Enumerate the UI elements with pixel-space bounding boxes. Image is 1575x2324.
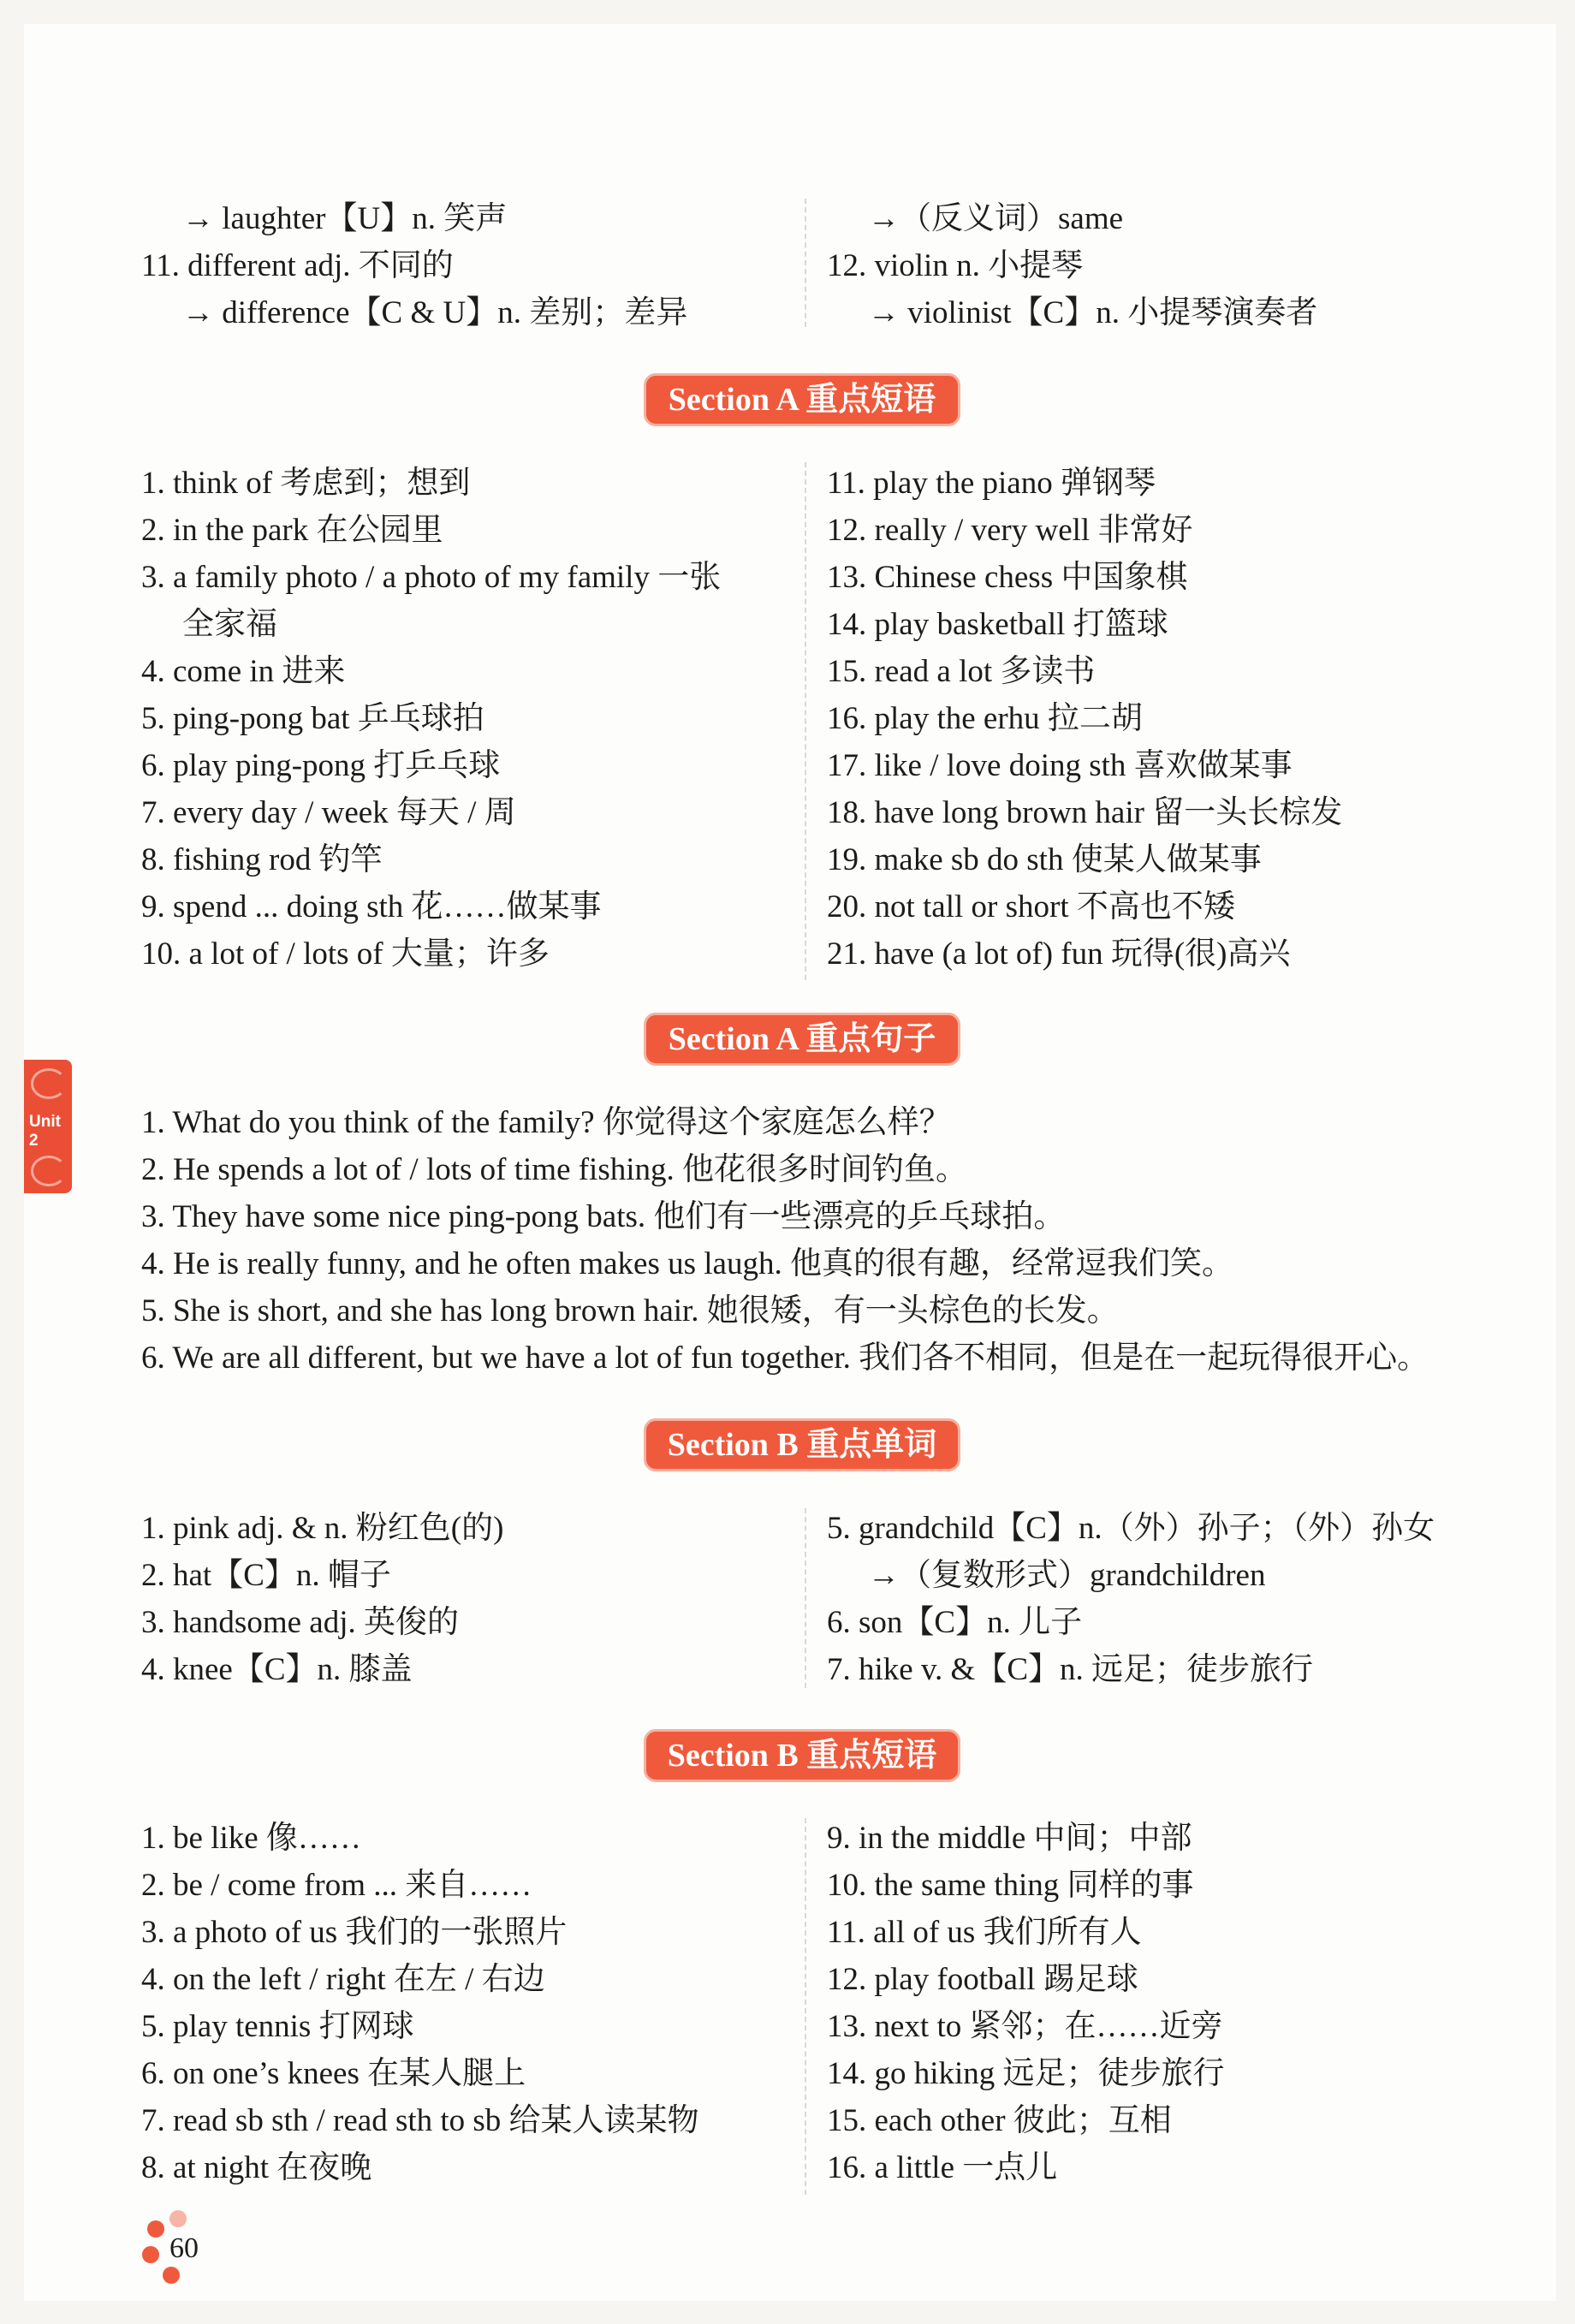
- swirl-icon: [31, 1156, 67, 1186]
- column-divider: [805, 1508, 806, 1688]
- word-item: 2. hat【C】n. 帽子: [141, 1558, 391, 1593]
- phrase-item: 11. play the piano 弹钢琴: [827, 466, 1156, 501]
- vocab-line: → difference【C & U】n. 差别；差异: [182, 295, 688, 330]
- phrase-item: 21. have (a lot of) fun 玩得(很)高兴: [827, 936, 1291, 972]
- section-banner: Section B 重点单词: [644, 1418, 960, 1471]
- vocab-line: →（反义词）same: [868, 201, 1124, 236]
- phrase-item: 20. not tall or short 不高也不矮: [827, 889, 1235, 924]
- section-banner: Section B 重点短语: [644, 1729, 960, 1782]
- column-divider: [805, 462, 806, 980]
- phrase-item: 4. on the left / right 在左 / 右边: [141, 1962, 545, 1997]
- phrase-item: 2. in the park 在公园里: [141, 513, 443, 548]
- phrase-item: 14. play basketball 打篮球: [827, 607, 1168, 642]
- vocab-line: 12. violin n. 小提琴: [827, 248, 1084, 283]
- phrase-item: 5. play tennis 打网球: [141, 2009, 414, 2044]
- sentence-item: 1. What do you think of the family? 你觉得这个家庭怎么样？: [141, 1105, 951, 1140]
- phrase-item: 9. in the middle 中间；中部: [827, 1821, 1192, 1856]
- sentence-item: 4. He is really funny, and he often makes us laugh. 他真的很有趣，经常逗我们笑。: [141, 1246, 1233, 1281]
- vocab-line: → violinist【C】n. 小提琴演奏者: [868, 295, 1318, 330]
- page-number: 60: [169, 2232, 199, 2264]
- phrase-item-continuation: 全家福: [182, 607, 277, 642]
- phrase-item: 16. play the erhu 拉二胡: [827, 701, 1143, 736]
- phrase-item: 10. the same thing 同样的事: [827, 1868, 1194, 1903]
- sa-phrases-right: [827, 460, 1495, 978]
- phrase-item: 17. like / love doing sth 喜欢做某事: [827, 748, 1293, 783]
- section-banner: Section A 重点短语: [644, 373, 960, 426]
- word-item: 6. son【C】n. 儿子: [827, 1605, 1083, 1640]
- phrase-item: 15. each other 彼此；互相: [827, 2103, 1172, 2138]
- phrase-item: 6. play ping-pong 打乒乓球: [141, 748, 501, 783]
- decor-dot-icon: [163, 2267, 180, 2284]
- phrase-item: 16. a little 一点儿: [827, 2150, 1058, 2185]
- phrase-item: 14. go hiking 远足；徒步旅行: [827, 2056, 1225, 2091]
- sentence-item: 5. She is short, and she has long brown hair. 她很矮，有一头棕色的长发。: [141, 1293, 1119, 1328]
- sentence-item: 6. We are all different, but we have a lot of fun together. 我们各不相同，但是在一起玩得很开心。: [141, 1340, 1429, 1376]
- phrase-item: 13. Chinese chess 中国象棋: [827, 560, 1188, 595]
- sa-phrases-left: [141, 460, 809, 978]
- phrase-item: 8. fishing rod 钓竿: [141, 842, 383, 877]
- phrase-item: 3. a photo of us 我们的一张照片: [141, 1915, 568, 1950]
- phrase-item: 11. all of us 我们所有人: [827, 1915, 1142, 1950]
- phrase-item: 1. think of 考虑到；想到: [141, 466, 471, 501]
- sentence-item: 2. He spends a lot of / lots of time fishing. 他花很多时间钓鱼。: [141, 1152, 968, 1187]
- top-right-column: [827, 195, 1495, 336]
- phrase-item: 6. on one’s knees 在某人腿上: [141, 2056, 526, 2091]
- unit-tab: [24, 1060, 72, 1193]
- decor-dot-icon: [147, 2220, 164, 2238]
- unit-tab-label: Unit 2: [29, 1113, 61, 1150]
- phrase-item: 5. ping-pong bat 乒乓球拍: [141, 701, 484, 736]
- swirl-icon: [31, 1068, 67, 1099]
- sb-phrases-left: [141, 1815, 809, 2191]
- vocab-line: 11. different adj. 不同的: [141, 248, 454, 283]
- phrase-item: 12. play football 踢足球: [827, 1962, 1138, 1997]
- column-divider: [805, 1818, 806, 2195]
- top-left-column: [141, 195, 809, 336]
- word-item: 7. hike v. &【C】n. 远足；徒步旅行: [827, 1652, 1314, 1687]
- sb-phrases-right: [827, 1815, 1495, 2191]
- phrase-item: 4. come in 进来: [141, 654, 346, 689]
- decor-dot-icon: [142, 2246, 159, 2263]
- word-item: 1. pink adj. & n. 粉红色(的): [141, 1511, 504, 1546]
- phrase-item: 2. be / come from ... 来自……: [141, 1868, 532, 1903]
- phrase-item: 9. spend ... doing sth 花……做某事: [141, 889, 602, 924]
- sb-words-left: [141, 1505, 809, 1693]
- phrase-item: 7. every day / week 每天 / 周: [141, 795, 516, 830]
- phrase-item: 13. next to 紧邻；在……近旁: [827, 2009, 1223, 2044]
- phrase-item: 12. really / very well 非常好: [827, 513, 1193, 548]
- section-banner: Section A 重点句子: [644, 1013, 960, 1066]
- word-item-continuation: →（复数形式）grandchildren: [868, 1558, 1266, 1593]
- phrase-item: 7. read sb sth / read sth to sb 给某人读某物: [141, 2103, 699, 2138]
- column-divider: [805, 199, 806, 327]
- phrase-item: 18. have long brown hair 留一头长棕发: [827, 795, 1343, 830]
- sentence-item: 3. They have some nice ping-pong bats. 他们有一些漂亮的乒乓球拍。: [141, 1199, 1066, 1234]
- phrase-item: 1. be like 像……: [141, 1821, 361, 1856]
- decor-dot-icon: [169, 2210, 187, 2227]
- word-item: 5. grandchild【C】n.（外）孙子；（外）孙女: [827, 1511, 1435, 1546]
- phrase-item: 8. at night 在夜晚: [141, 2150, 372, 2185]
- phrase-item: 19. make sb do sth 使某人做某事: [827, 842, 1262, 877]
- word-item: 4. knee【C】n. 膝盖: [141, 1652, 413, 1687]
- phrase-item: 15. read a lot 多读书: [827, 654, 1096, 689]
- word-item: 3. handsome adj. 英俊的: [141, 1605, 459, 1640]
- sa-sentences: [141, 1099, 1477, 1382]
- phrase-item: 10. a lot of / lots of 大量；许多: [141, 936, 550, 972]
- sb-words-right: [827, 1505, 1495, 1693]
- vocab-line: → laughter【U】n. 笑声: [182, 201, 508, 236]
- phrase-item: 3. a family photo / a photo of my family 一张: [141, 560, 722, 595]
